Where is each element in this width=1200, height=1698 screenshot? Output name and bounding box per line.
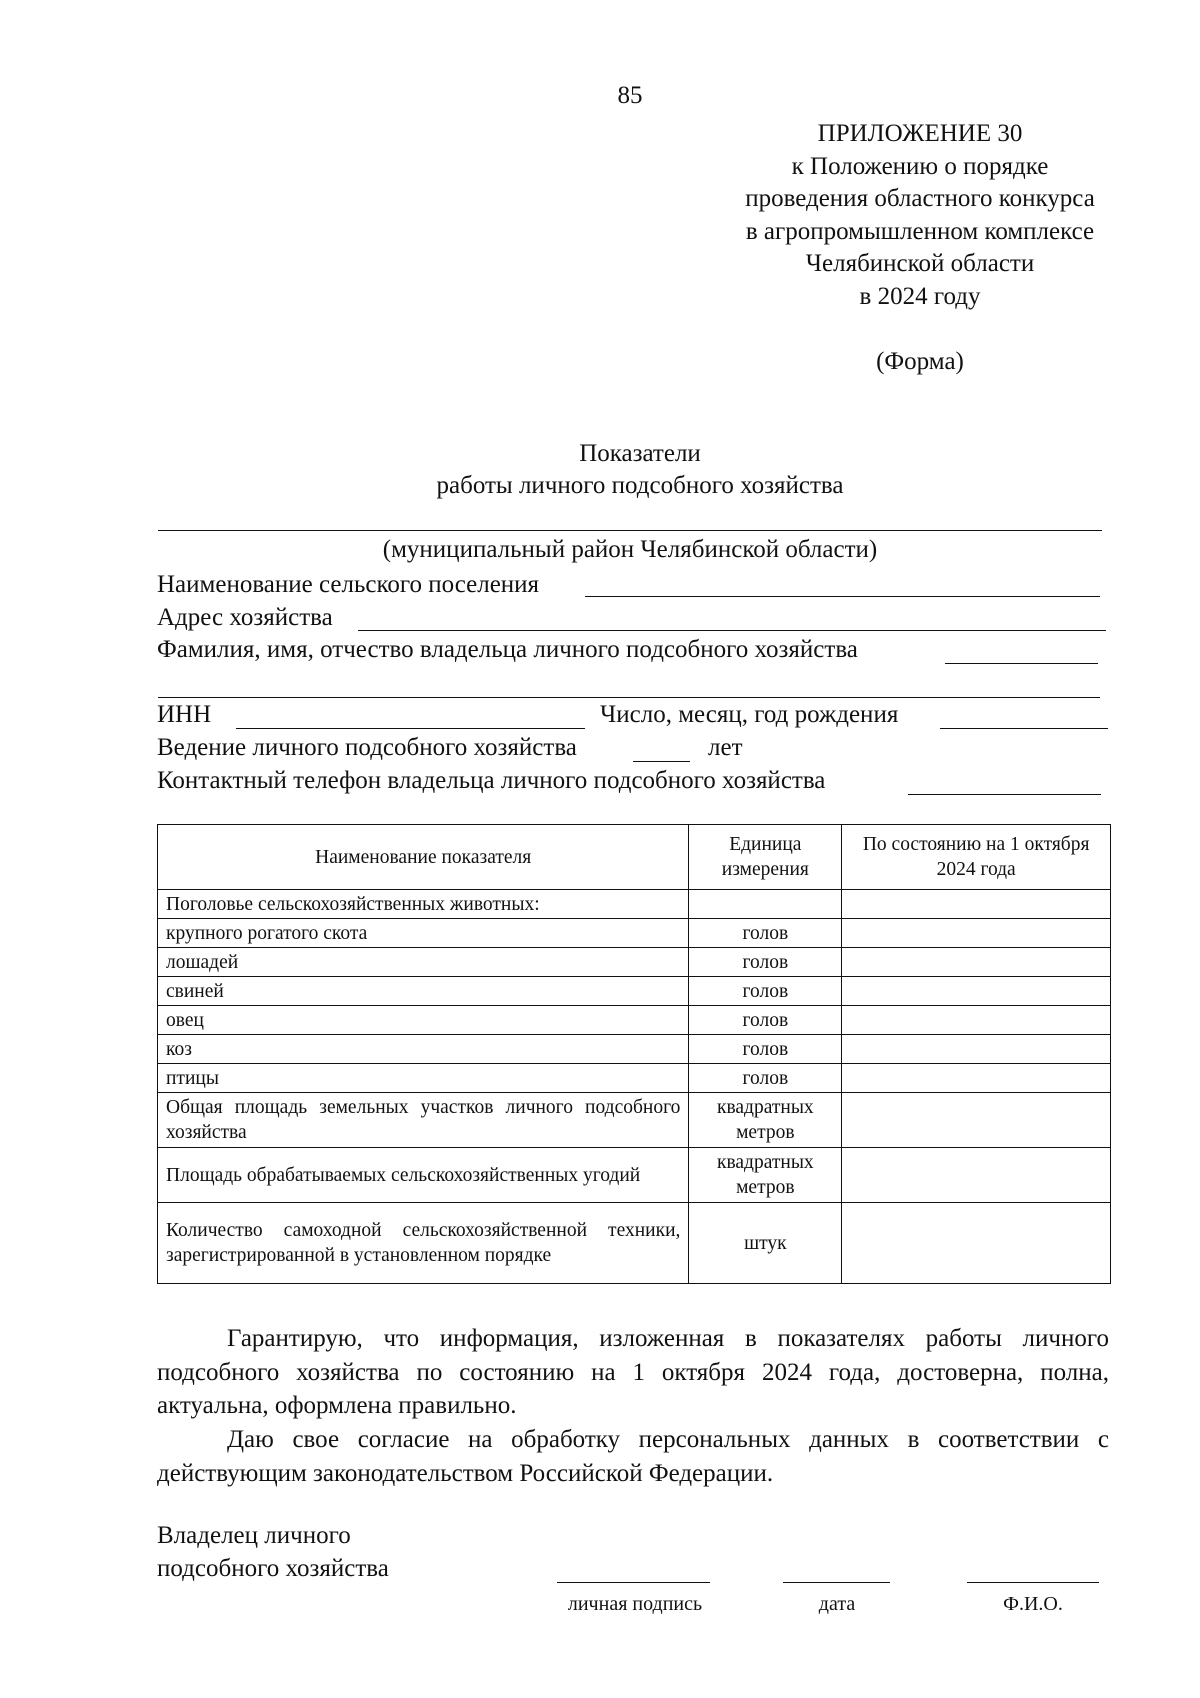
document-title: [320, 438, 960, 502]
settlement-input-line[interactable]: [585, 596, 1100, 597]
consent-text: Даю свое согласие на обработку персональных данных в соответствии с действующим законодательством Российской Федерации.: [157, 1426, 1109, 1487]
inn-label: ИНН: [157, 701, 212, 728]
date-caption: дата: [818, 1593, 856, 1615]
address-label: Адрес хозяйства: [157, 604, 333, 631]
owner-name-input-line[interactable]: [945, 663, 1098, 664]
row-value-cell[interactable]: [842, 1035, 1111, 1064]
row-name: лошадей: [158, 948, 689, 977]
table-row: [158, 948, 1111, 977]
annex-block: [680, 118, 1160, 313]
signature-line[interactable]: [557, 1582, 710, 1583]
row-value-cell[interactable]: [842, 1203, 1111, 1284]
table-row: [158, 1006, 1111, 1035]
row-value-cell[interactable]: [842, 890, 1111, 919]
header-unit: Единица измерения: [689, 825, 842, 890]
inn-input-line[interactable]: [236, 728, 585, 729]
form-mark: (Форма): [876, 348, 964, 375]
owner-label-line-2: подсобного хозяйства: [157, 1555, 389, 1582]
row-unit: квадратных метров: [689, 1148, 842, 1203]
row-unit: голов: [689, 948, 842, 977]
row-name: овец: [158, 1006, 689, 1035]
owner-name-input-line-2[interactable]: [158, 697, 1100, 698]
birth-date-input-line[interactable]: [940, 728, 1108, 729]
row-value-cell[interactable]: [842, 1006, 1111, 1035]
table-row: [158, 919, 1111, 948]
row-unit: голов: [689, 977, 842, 1006]
owner-name-label: Фамилия, имя, отчество владельца личного подсобного хозяйства: [157, 636, 858, 663]
full-name-line[interactable]: [967, 1582, 1099, 1583]
row-name: крупного рогатого скота: [158, 919, 689, 948]
date-line[interactable]: [783, 1582, 890, 1583]
address-input-line[interactable]: [358, 630, 1106, 631]
guarantee-text: Гарантирую, что информация, изложенная в показателях работы личного подсобного хозяйства по состоянию на 1 октября 2024 года, достоверна, полна, актуальна, оформлена правильно.: [157, 1325, 1109, 1419]
annex-title: ПРИЛОЖЕНИЕ 30: [817, 120, 1023, 147]
title-line-2: работы личного подсобного хозяйства: [436, 472, 844, 499]
table-row: [158, 1035, 1111, 1064]
row-unit: голов: [689, 1064, 842, 1093]
page-number: 85: [617, 82, 643, 109]
farming-duration-label: Ведение личного подсобного хозяйства: [157, 734, 577, 761]
row-name: Количество самоходной сельскохозяйственной техники, зарегистрированной в установленном порядке: [158, 1203, 689, 1284]
row-unit: квадратных метров: [689, 1093, 842, 1148]
row-unit: штук: [689, 1203, 842, 1284]
annex-line: к Положению о порядке: [791, 152, 1049, 180]
row-unit: [689, 890, 842, 919]
row-name: коз: [158, 1035, 689, 1064]
table-row: [158, 1148, 1111, 1203]
row-value-cell[interactable]: [842, 1093, 1111, 1148]
row-unit: голов: [689, 919, 842, 948]
header-indicator-name: Наименование показателя: [158, 825, 689, 890]
settlement-label: Наименование сельского поселения: [157, 571, 540, 598]
row-unit: голов: [689, 1035, 842, 1064]
table-row: [158, 977, 1111, 1006]
row-value-cell[interactable]: [842, 977, 1111, 1006]
row-value-cell[interactable]: [842, 948, 1111, 977]
header-value: По состоянию на 1 октября 2024 года: [842, 825, 1111, 890]
indicators-table: [157, 824, 1111, 1284]
table-header-row: [158, 825, 1111, 890]
guarantee-paragraph: [157, 1322, 1109, 1423]
table-row: [158, 1203, 1111, 1284]
owner-label-line-1: Владелец личного: [157, 1522, 351, 1549]
table-row: [158, 890, 1111, 919]
row-unit: голов: [689, 1006, 842, 1035]
annex-line: Челябинской области: [805, 250, 1035, 277]
row-value-cell[interactable]: [842, 1148, 1111, 1203]
farming-duration-input-line[interactable]: [633, 761, 690, 762]
signature-caption: личная подпись: [567, 1593, 703, 1615]
district-input-line[interactable]: [158, 530, 1102, 531]
row-name: Площадь обрабатываемых сельскохозяйственных угодий: [158, 1148, 689, 1203]
title-line-1: Показатели: [579, 440, 701, 467]
row-name: Общая площадь земельных участков личного подсобного хозяйства: [158, 1093, 689, 1148]
annex-line: проведения областного конкурса: [745, 185, 1095, 212]
farming-duration-unit: лет: [708, 734, 743, 761]
district-caption: (муниципальный район Челябинской области): [382, 536, 878, 563]
full-name-caption: Ф.И.О.: [1003, 1593, 1063, 1615]
annex-line: в агропромышленном комплексе: [745, 217, 1095, 245]
row-name: птицы: [158, 1064, 689, 1093]
birth-date-label: Число, месяц, год рождения: [600, 701, 899, 728]
row-name: свиней: [158, 977, 689, 1006]
consent-paragraph: [157, 1423, 1109, 1490]
row-value-cell[interactable]: [842, 1064, 1111, 1093]
table-row: [158, 1093, 1111, 1148]
row-value-cell[interactable]: [842, 919, 1111, 948]
row-name: Поголовье сельскохозяйственных животных:: [158, 890, 689, 919]
annex-line: в 2024 году: [859, 282, 981, 310]
phone-label: Контактный телефон владельца личного подсобного хозяйства: [157, 767, 826, 794]
phone-input-line[interactable]: [908, 794, 1101, 795]
table-row: [158, 1064, 1111, 1093]
